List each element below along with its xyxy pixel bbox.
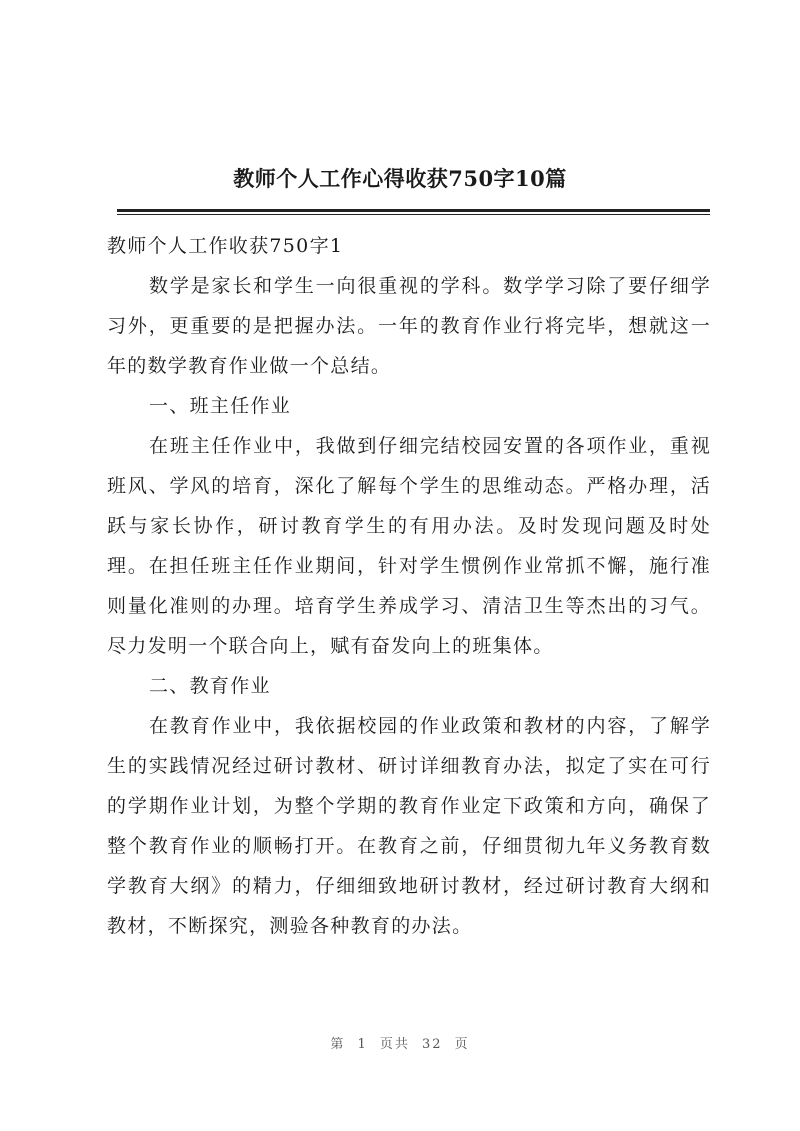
title-divider [117, 209, 710, 212]
paragraph-class-teacher: 在班主任作业中，我做到仔细完结校园安置的各项作业，重视班风、学风的培育，深化了解每个学生的思维动态。严格办理，活跃与家长协作，研讨教育学生的有用办法。及时发现问题及时处理。在担任班主任作业期间，针对学生惯例作业常抓不懈，施行准则量化准则的办理。培育学生养成学习、清洁卫生等杰出的习气。尽力发明一个联合向上，赋有奋发向上的班集体。 [107, 435, 711, 657]
paragraph-intro: 数学是家长和学生一向很重视的学科。数学学习除了要仔细学习外，更重要的是把握办法。一年的教育作业行将完毕，想就这一年的数学教育作业做一个总结。 [107, 275, 711, 377]
subheading-class-teacher: 一、班主任作业 [149, 395, 292, 417]
section-heading: 教师个人工作收获750字1 [107, 235, 344, 257]
document-title: 教师个人工作心得收获750字10篇 [233, 166, 567, 191]
page-number: 第 1 页共 32 页 [330, 1037, 470, 1052]
paragraph-teaching: 在教育作业中，我依据校园的作业政策和教材的内容，了解学生的实践情况经过研讨教材、研讨详细教育办法，拟定了实在可行的学期作业计划，为整个学期的教育作业定下政策和方向，确保了整个教育作业的顺畅打开。在教育之前，仔细贯彻九年义务教育数学教育大纲》的精力，仔细细致地研讨教材，经过研讨教育大纲和教材，不断探究，测验各种教育的办法。 [107, 715, 711, 937]
subheading-teaching: 二、教育作业 [149, 675, 271, 697]
document-body [107, 226, 711, 946]
